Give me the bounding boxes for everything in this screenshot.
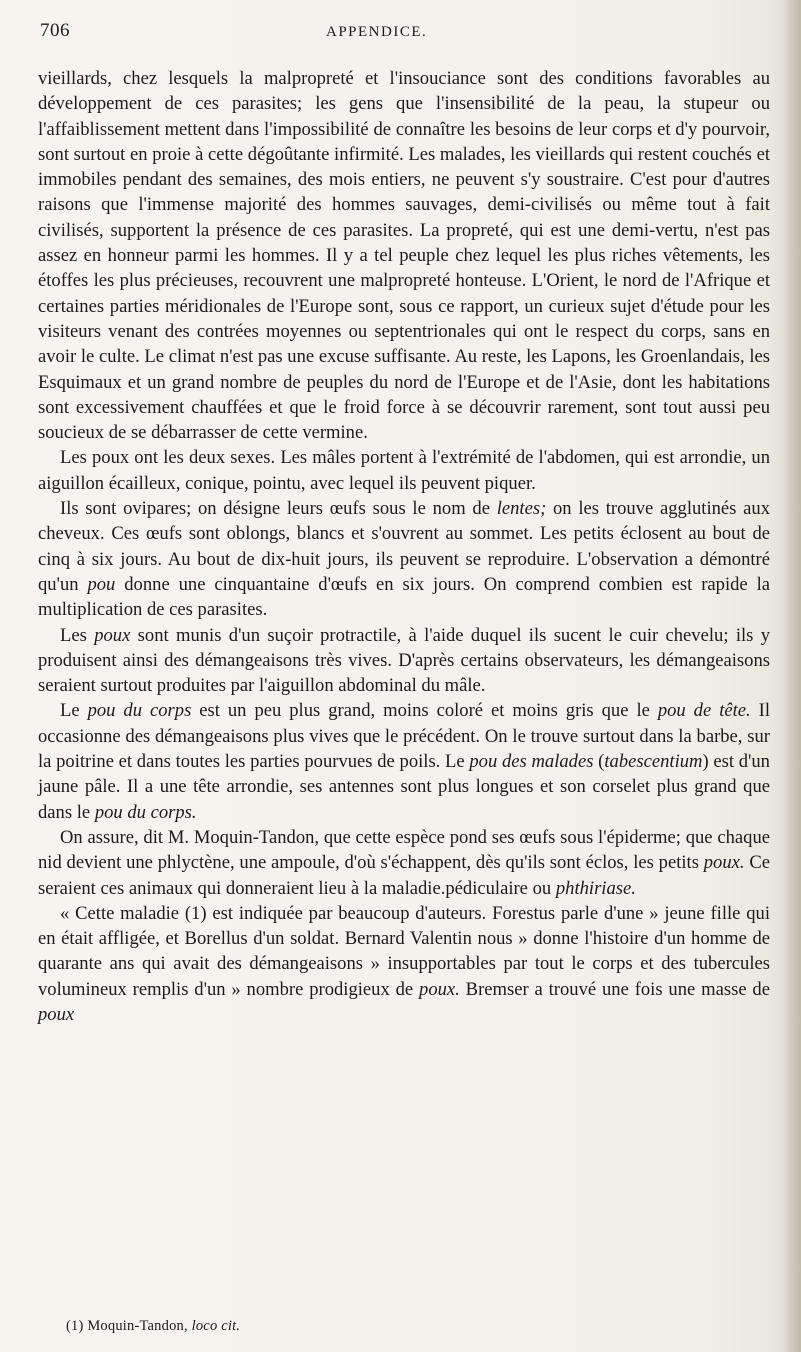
text-run: ( (593, 751, 605, 773)
text-run: Les poux ont les deux sexes. Les mâles portent à l'extrémité de l'abdomen, qui est arrondie, un aiguillon écailleux, conique, pointu, avec lequel ils peuvent piquer. (38, 447, 770, 494)
footnote-label: (1) Moquin-Tandon, (66, 1318, 192, 1334)
header-title: APPENDICE. (326, 24, 428, 40)
italic-text: pou de tête. (657, 700, 751, 722)
italic-text: pou du corps (87, 700, 192, 722)
running-head (36, 20, 776, 54)
text-run: On assure, dit M. Moquin-Tandon, que cette espèce pond ses œufs sous l'épiderme; que chaque nid devient une phlyctène, une ampoule, d'où s'échappent, dès qu'ils sont éclos, les petits (38, 826, 770, 874)
text-run: ) est d'un jaune pâle. Il a une tête arrondie, ses antennes sont plus longues et son corselet plus grand que dans le (38, 751, 770, 823)
italic-text: tabescentium (604, 751, 703, 773)
italic-text: lentes; (496, 498, 547, 520)
italic-text: pou (87, 573, 116, 595)
text-run: est un peu plus grand, moins coloré et moins gris que le (191, 700, 658, 722)
text-run: donne une cinquantaine d'œufs en six jours. On comprend combien est rapide la multiplication de ces parasites. (38, 573, 770, 621)
italic-text: poux (94, 624, 131, 646)
paragraph (38, 698, 770, 824)
paragraph (38, 496, 770, 622)
italic-text: pou du corps. (94, 801, 197, 823)
quotation-paragraph (38, 901, 770, 1027)
paragraph (38, 66, 770, 445)
page-number: 706 (40, 20, 70, 41)
italic-text: poux (38, 1003, 75, 1025)
text-run: vieillards, chez lesquels la malpropreté et l'insouciance sont des conditions favorables au développement de ces parasites; les gens que l'insensibilité de la peau, la stupeur ou l'affaiblissement mettent dans l'impossibilité de connaître les besoins de leur corps et d'y pourvoir, sont surtout en proie à cette dégoûtante infirmité. Les malades, les vieillards qui restent couchés et immobiles pendant des semaines, des mois entiers, ne peuvent s'y soustraire. C'est pour d'autres raisons que l'immense majorité des hommes sauvages, demi-civilisés ou même tout à fait civilisés, supportent la présence de ces parasites. La propreté, qui est une demi-vertu, n'est pas assez en honneur parmi les hommes. Il y a tel peuple chez lequel les plus riches vêtements, les étoffes les plus précieuses, recouvrent une malpropreté honteuse. L'Orient, le nord de l'Afrique et certaines parties méridionales de l'Europe sont, sous ce rapport, un curieux sujet d'étude pour les visiteurs venant des contrées moyennes ou septentrionales qui ont le respect du corps, sans en avoir le culte. Le climat n'est pas une excuse suffisante. Au reste, les Lapons, les Groenlandais, les Esquimaux et un grand nombre de peuples du nord de l'Europe et de l'Asie, dont les habitations sont excessivement chauffées et que le froid force à se découvrir rarement, sont tout aussi peu soucieux de se débarrasser de cette vermine. (38, 68, 770, 444)
paragraph (38, 825, 770, 901)
text-run: « Cette maladie (1) est indiquée par beaucoup d'auteurs. Forestus parle d'une » jeune fille qui en était affligée, et Borellus d'un soldat. Bernard Valentin nous » donne l'histoire d'un homme de quarante ans qui avait des démangeaisons » insupportables par tout le corps et des tubercules volumineux remplis d'un » nombre prodigieux de (38, 902, 770, 1000)
text-run: Bremser a trouvé une fois une masse de (459, 978, 770, 1000)
text-run: sont munis d'un suçoir protractile, à l'aide duquel ils sucent le cuir chevelu; ils y produisent ainsi des démangeaisons très vives. D'après certains observateurs, les démangeaisons seraient surtout produites par l'aiguillon abdominal du mâle. (38, 624, 771, 697)
italic-text: poux. (703, 852, 745, 874)
paragraph (38, 445, 770, 496)
text-run: Les (60, 624, 95, 646)
text-run: Ce seraient ces animaux qui donneraient lieu à la maladie.pédiculaire ou (38, 852, 770, 899)
italic-text: phthiriase. (555, 877, 636, 899)
body-text (38, 66, 770, 1027)
text-run: Ils sont ovipares; on désigne leurs œufs sous le nom de (60, 498, 497, 520)
text-run: Il occasionne des démangeaisons plus vives que le précédent. On le trouve surtout dans la barbe, sur la poitrine et dans toutes les parties pourvues de poils. Le (38, 700, 771, 773)
italic-text: poux. (419, 978, 460, 1000)
page-edge (783, 0, 801, 1352)
italic-text: pou des malades (469, 751, 594, 773)
text-run: on les trouve agglutinés aux cheveux. Ces œufs sont oblongs, blancs et s'ouvrent au sommet. Les petits éclosent au bout de cinq à six jours. Au bout de dix-huit jours, ils peuvent se reproduire. L'observation a démontré qu'un (38, 498, 770, 595)
text-run: Le (60, 700, 88, 722)
footnote-reference: loco cit. (191, 1318, 241, 1334)
paragraph (38, 623, 770, 699)
footnote (66, 1318, 240, 1335)
